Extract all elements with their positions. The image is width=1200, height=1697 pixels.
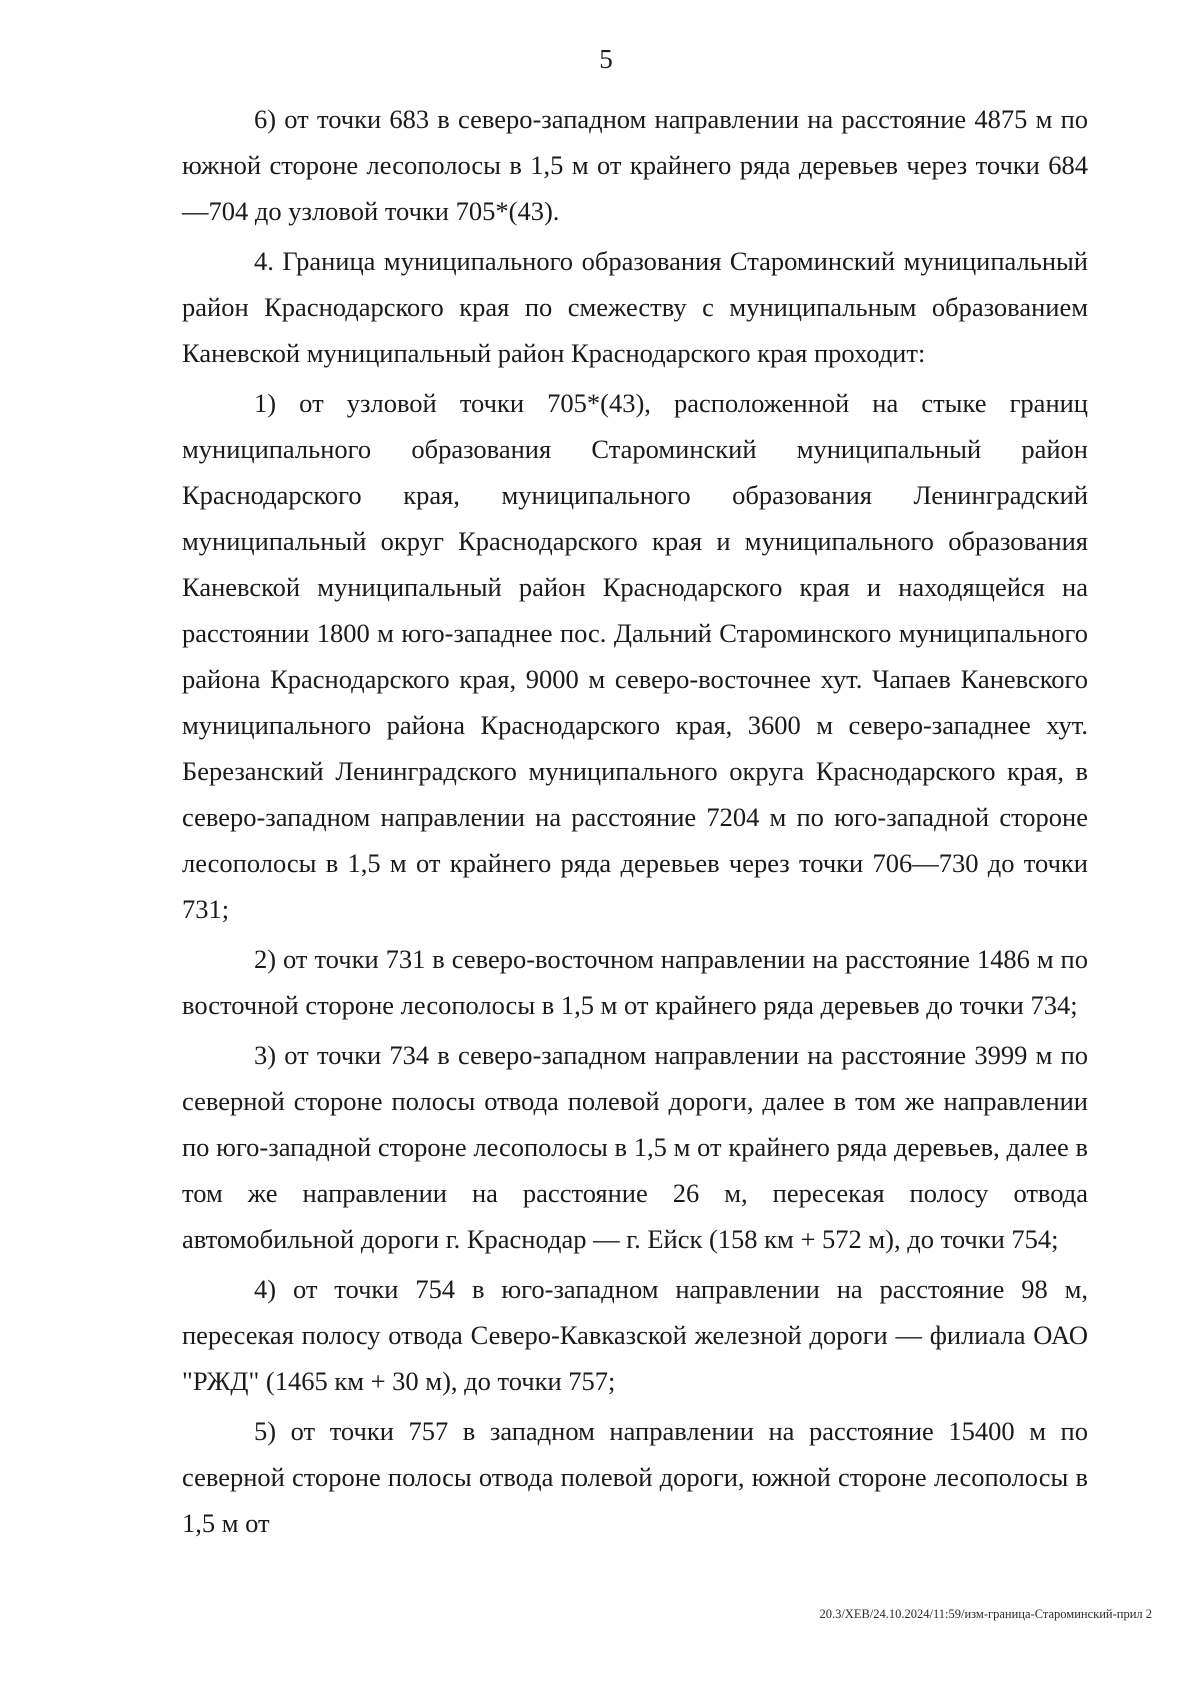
- document-footer-code: 20.3/ХЕВ/24.10.2024/11:59/изм-граница-Староминский-прил 2: [819, 1607, 1152, 1621]
- paragraph-2: 2) от точки 731 в северо-восточном направлении на расстояние 1486 м по восточной стороне лесополосы в 1,5 м от крайнего ряда деревьев до точки 734;: [182, 944, 1088, 1020]
- paragraph-6: 6) от точки 683 в северо-западном направлении на расстояние 4875 м по южной стороне лесополосы в 1,5 м от крайнего ряда деревьев через точки 684—704 до узловой точки 705*(43).: [182, 104, 1088, 226]
- paragraph-section-4: 4. Граница муниципального образования Староминский муниципальный район Краснодарского края по смежеству с муниципальным образованием Каневской муниципальный район Краснодарского края проходит:: [182, 246, 1088, 368]
- document-body: [182, 96, 1088, 1550]
- paragraph-4: 4) от точки 754 в юго-западном направлении на расстояние 98 м, пересекая полосу отвода Северо-Кавказской железной дороги — филиала ОАО "РЖД" (1465 км + 30 м), до точки 757;: [182, 1274, 1088, 1396]
- paragraph-3: 3) от точки 734 в северо-западном направлении на расстояние 3999 м по северной стороне полосы отвода полевой дороги, далее в том же направлении по юго-западной стороне лесополосы в 1,5 м от крайнего ряда деревьев, далее в том же направлении на расстояние 26 м, пересекая полосу отвода автомобильной дороги г. Краснодар — г. Ейск (158 км + 572 м), до точки 754;: [182, 1040, 1088, 1254]
- paragraph-5: 5) от точки 757 в западном направлении на расстояние 15400 м по северной стороне полосы отвода полевой дороги, южной стороне лесополосы в 1,5 м от: [182, 1416, 1088, 1538]
- paragraph-1: 1) от узловой точки 705*(43), расположенной на стыке границ муниципального образования Староминский муниципальный район Краснодарского края, муниципального образования Ленинградский муниципальный округ Краснодарского края и муниципального образования Каневской муниципальный район Краснодарского края и находящейся на расстоянии 1800 м юго-западнее пос. Дальний Староминского муниципального района Краснодарского края, 9000 м северо-восточнее хут. Чапаев Каневского муниципального района Краснодарского края, 3600 м северо-западнее хут. Березанский Ленинградского муниципального округа Краснодарского края, в северо-западном направлении на расстояние 7204 м по юго-западной стороне лесополосы в 1,5 м от крайнего ряда деревьев через точки 706—730 до точки 731;: [182, 388, 1088, 924]
- page-number: 5: [599, 44, 613, 74]
